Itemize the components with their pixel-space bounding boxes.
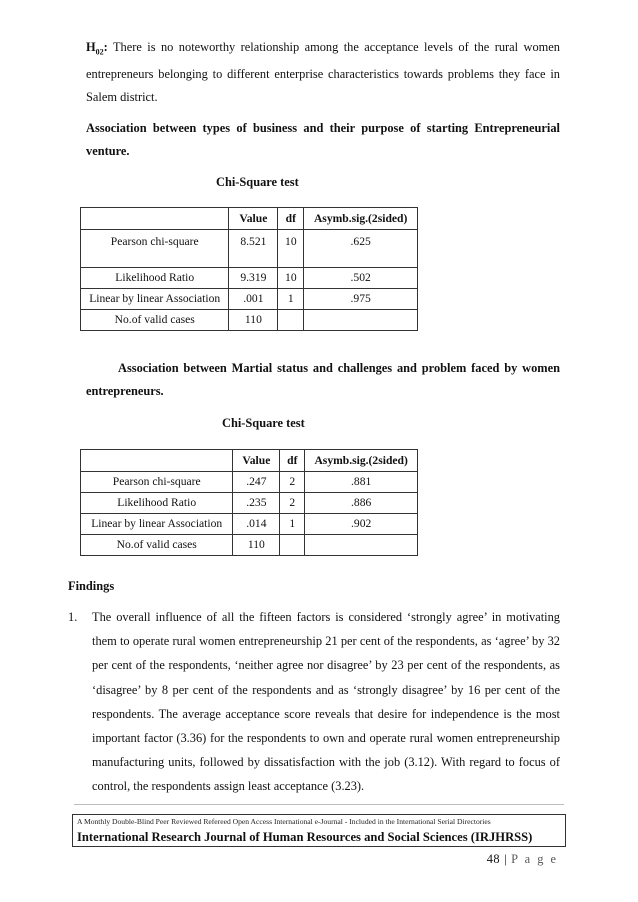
table-row (81, 230, 418, 268)
section2-table-title: Chi-Square test (222, 416, 305, 430)
chi-square-table-2 (80, 449, 418, 556)
row-label: Likelihood Ratio (81, 268, 229, 289)
row-df (280, 535, 305, 556)
row-value: .014 (233, 514, 280, 535)
table2-header-sig: Asymb.sig.(2sided) (305, 450, 418, 472)
hypothesis-text: There is no noteworthy relationship among the acceptance levels of the rural women entrepreneurs belonging to different enterprise characteristics towards problems they face in Salem district. (86, 40, 560, 105)
row-sig (304, 310, 418, 331)
section1-heading: Association between types of business and their purpose of starting Entrepreneurial venture. (86, 121, 560, 158)
table-row (81, 289, 418, 310)
list-item (68, 605, 560, 799)
table2-header-row (81, 450, 418, 472)
row-sig: .975 (304, 289, 418, 310)
row-sig: .881 (305, 472, 418, 493)
page-number: 48 (486, 852, 501, 866)
table1-header-df: df (278, 208, 304, 230)
page-separator: | (504, 852, 508, 866)
journal-name: International Research Journal of Human Resources and Social Sciences (IRJHRSS) (77, 830, 533, 844)
table-row (81, 472, 418, 493)
table1-header-row (81, 208, 418, 230)
hypothesis-paragraph (86, 36, 560, 109)
list-item-number: 1. (68, 610, 78, 624)
row-sig (305, 535, 418, 556)
table2-header-df: df (280, 450, 305, 472)
row-value: 110 (229, 310, 278, 331)
row-label: Linear by linear Association (81, 514, 233, 535)
table-row (81, 535, 418, 556)
row-label: Pearson chi-square (81, 230, 229, 268)
findings-heading: Findings (68, 579, 115, 593)
page-number-footer (487, 852, 558, 867)
row-label: Pearson chi-square (81, 472, 233, 493)
table1-header-value: Value (229, 208, 278, 230)
table-row (81, 514, 418, 535)
table-row (81, 310, 418, 331)
row-label: Likelihood Ratio (81, 493, 233, 514)
row-value: 8.521 (229, 230, 278, 268)
row-value: 110 (233, 535, 280, 556)
row-df: 10 (278, 268, 304, 289)
row-label: Linear by linear Association (81, 289, 229, 310)
section2-heading: Association between Martial status and challenges and problem faced by women entrepreneurs. (86, 361, 560, 398)
row-df (278, 310, 304, 331)
row-value: .001 (229, 289, 278, 310)
table1-header-empty (81, 208, 229, 230)
table-row (81, 268, 418, 289)
row-df: 2 (280, 472, 305, 493)
hypothesis-label: $H_{02}$: (86, 40, 108, 57)
page-word: P a g e (511, 852, 558, 866)
table2-header-empty (81, 450, 233, 472)
row-df: 10 (278, 230, 304, 268)
row-label: No.of valid cases (81, 535, 233, 556)
footer-divider (74, 804, 564, 805)
chi-square-table-1 (80, 207, 418, 331)
row-sig: .886 (305, 493, 418, 514)
row-label: No.of valid cases (81, 310, 229, 331)
row-sig: .625 (304, 230, 418, 268)
row-sig: .502 (304, 268, 418, 289)
journal-footer-box (72, 814, 566, 847)
row-sig: .902 (305, 514, 418, 535)
row-value: 9.319 (229, 268, 278, 289)
row-df: 1 (278, 289, 304, 310)
table2-header-value: Value (233, 450, 280, 472)
journal-tagline: A Monthly Double-Blind Peer Reviewed Refereed Open Access International e-Journal - Included in the International Serial Directories (77, 817, 491, 826)
table1-header-sig: Asymb.sig.(2sided) (304, 208, 418, 230)
row-df: 1 (280, 514, 305, 535)
table-row (81, 493, 418, 514)
row-value: .235 (233, 493, 280, 514)
list-item-text: The overall influence of all the fifteen factors is considered ‘strongly agree’ in motivating them to operate rural women entrepreneurship 21 per cent of the respondents, as ‘agree’ by 32 per cent of the respondents, ‘neither agree nor disagree’ by 23 per cent of the respondents, as ‘disagree’ by 8 per cent of the respondents and as ‘strongly disagree’ by 16 per cent of the respondents. The average acceptance score reveals that desire for independence is the most important factor (3.36) for the respondents to own and operate rural women entrepreneurship manufacturing units, followed by dissatisfaction with the job (3.12). With regard to focus of control, the respondents assign least acceptance (3.23). (92, 610, 560, 794)
row-value: .247 (233, 472, 280, 493)
row-df: 2 (280, 493, 305, 514)
findings-list (68, 605, 560, 799)
section1-table-title: Chi-Square test (216, 175, 299, 189)
